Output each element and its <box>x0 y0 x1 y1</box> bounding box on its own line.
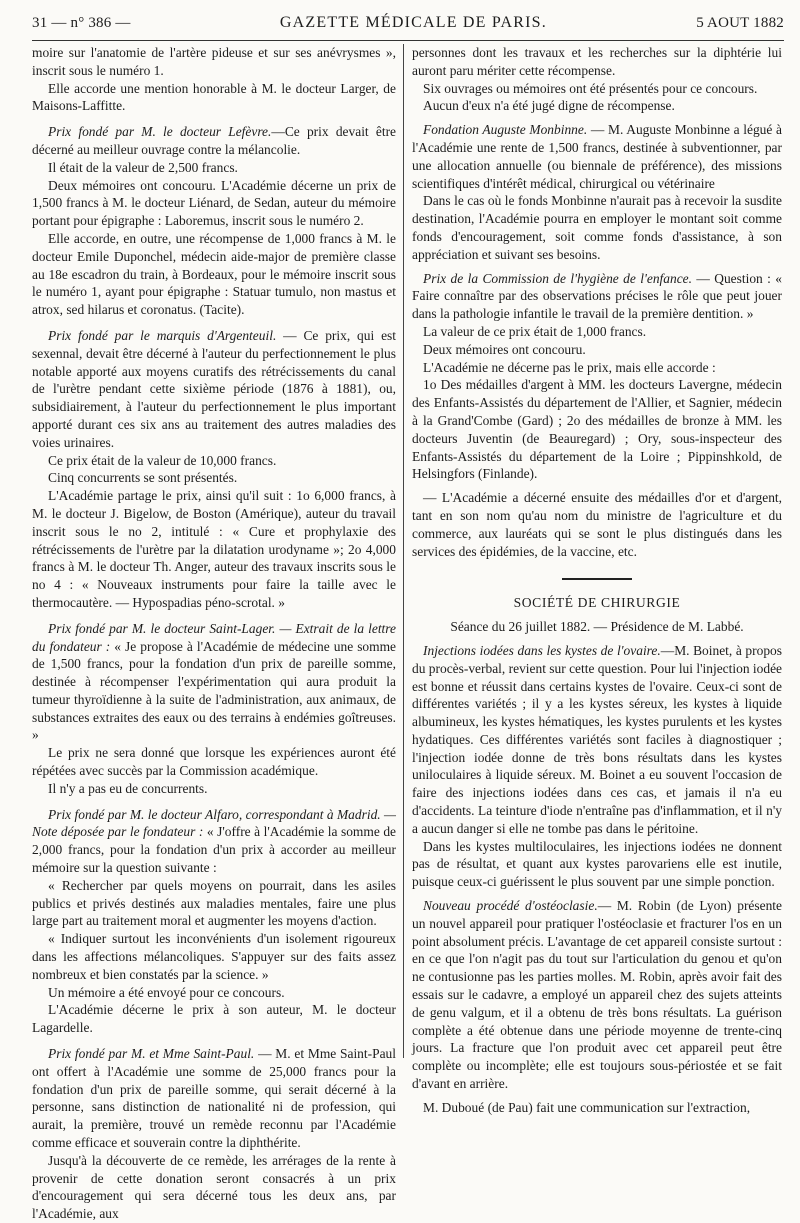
paragraph: Dans les kystes multiloculaires, les injections iodées ne donnent pas de résultat, et quant aux kystes parovariens elle est inutile, puisque ceux-ci guérissent le plus souvent par une simple ponction. <box>412 838 782 890</box>
paragraph: Dans le cas où le fonds Monbinne n'aurait pas à recevoir la susdite destination, l'Académie pourra en employer le montant soit comme fonds d'encouragement, soit comme fonds d'assistance, à son appréciation et suivant ses besoins. <box>412 193 782 262</box>
paragraph: Deux mémoires ont concouru. L'Académie décerne un prix de 1,500 francs à M. le docteur Liénard, de Sedan, auteur du mémoire portant pour épigraphe : Laboremus, inscrit sous le numéro 2. <box>32 177 396 229</box>
section-lead: Nouveau procédé d'ostéoclasie. <box>423 898 598 914</box>
section-lead: Injections iodées dans les kystes de l'ovaire. <box>423 642 661 658</box>
paragraph: personnes dont les travaux et les recherches sur la diphtérie lui auront paru mériter cette récompense. <box>412 45 782 78</box>
section-lead: Fondation Auguste Monbinne. <box>423 122 588 138</box>
journal-title: GAZETTE MÉDICALE DE PARIS. <box>279 14 547 31</box>
paragraph: Cinq concurrents se sont présentés. <box>48 470 238 486</box>
paragraph: Prix fondé par le marquis d'Argenteuil. — Ce prix, qui est sexennal, devait être décerné à l'auteur du perfectionnement le plus notable apporté aux moyens curatifs des rétrécissements du canal de l'urètre pendant cette sixième période (1876 à 1881), ou, subsidiairement, à l'auteur du perfectionnement le plus important apporté durant ces six ans au traitement des autres maladies des voies urinaires. <box>32 327 396 450</box>
section-rule <box>562 578 632 580</box>
paragraph: L'Académie ne décerne pas le prix, mais elle accorde : <box>423 359 716 375</box>
paragraph: Jusqu'à la découverte de ce remède, les arrérages de la rente à provenir de cette donation seront consacrés à un prix d'encouragement qui sera décerné tous les deux ans, par l'Académie, aux <box>32 1152 396 1222</box>
paragraph: Elle accorde une mention honorable à M. le docteur Larger, de Maisons-Laffitte. <box>32 80 396 114</box>
left-column <box>32 44 397 1222</box>
paragraph: Le prix ne sera donné que lorsque les expériences auront été répétées avec succès par la Commission académique. <box>32 745 396 779</box>
paragraph: M. Duboué (de Pau) fait une communication sur l'extraction, <box>423 1099 751 1115</box>
column-divider <box>403 44 404 1058</box>
section-lead: Prix fondé par le marquis d'Argenteuil. <box>48 327 277 343</box>
society-title: SOCIÉTÉ DE CHIRURGIE <box>513 595 681 611</box>
paragraph: Prix fondé par M. le docteur Lefèvre.—Ce prix devait être décerné au meilleur ouvrage contre la mélancolie. <box>32 124 397 157</box>
paragraph: moire sur l'anatomie de l'artère pideuse et sur ses anévrysmes », inscrit sous le numéro 1. <box>32 45 396 78</box>
section-lead: Prix fondé par M. et Mme Saint-Paul. <box>48 1046 255 1062</box>
paragraph: Six ouvrages ou mémoires ont été présentés pour ce concours. <box>423 80 758 96</box>
paragraph: Nouveau procédé d'ostéoclasie.— M. Robin (de Lyon) présente un nouvel appareil pour pratiquer l'ostéoclasie et fracturer l'os en un point absolument précis. L'avantage de cet appareil consiste surtout : en ce que l'on n'agit pas du tout sur l'articulation du genou et qu'on ne contusionne pas les parties molles. M. Robin, après avoir fait des essais sur le cadavre, a employé un appareil chez des sujets atteints de genu valgum, et il a obtenu de très bons résultats. La guérison complète a été obtenue dans une période moyenne de trente-cinq jours. La fracture que l'on produit avec cet appareil peut être complète ou incomplète; elle est toujours sous-périostée et se fait d'avant en arrière. <box>412 898 782 1092</box>
paragraph: — L'Académie a décerné ensuite des médailles d'or et d'argent, tant en son nom qu'au nom du ministre de l'agriculture et du commerce, aux lauréats qui se sont le plus distingués dans les services des épidémies, de la vaccine, etc. <box>412 490 782 559</box>
paragraph: Deux mémoires ont concouru. <box>423 341 586 357</box>
section-lead: Prix fondé par M. le docteur Lefèvre. <box>48 124 272 140</box>
paragraph: Prix fondé par M. le docteur Alfaro, correspondant à Madrid. — Note déposée par le fondateur : « J'offre à l'Académie la somme de 2,000 francs, pour la fondation d'un prix à accorder au meilleur mémoire sur la question suivante : <box>32 806 396 876</box>
paragraph: Il était de la valeur de 2,500 francs. <box>48 159 238 175</box>
paragraph: « Rechercher par quels moyens on pourrait, dans les asiles publics et privés destinés aux maladies mentales, faire une plus large part au traitement moral et augmenter les moyens d'action. <box>32 877 396 929</box>
section-lead: Prix fondé par M. le docteur Alfaro, correspondant à Madrid. — Note déposée par le fondateur : <box>32 806 396 840</box>
paragraph: « Indiquer surtout les inconvénients d'un isolement rigoureux dans les affections mélancoliques. S'appuyer sur des faits assez nombreux et bien constatés par la science. » <box>32 931 396 982</box>
paragraph: Injections iodées dans les kystes de l'ovaire.—M. Boinet, à propos du procès-verbal, revient sur cette question. Pour lui l'injection iodée est bonne et réussit dans certains kystes de l'ovaire. Ceux-ci sont de différentes variétés ; il y a les kystes séreux, les kystes à liquide albumineux, les kystes hématiques, les kystes purulents et les kystes hydatiques. Ces différentes variétés sont faciles à diagnostiquer ; l'injection iodée donne de très bons résultats dans les kystes uniloculaires à liquide séreux. M. Boinet a eu souvent l'occasion de faire des injections iodées dans ces cas, et jamais il n'a eu d'accidents. La teinture d'iode n'entraîne pas d'inflammation, et il n'y a aucun danger si elle ne tombe pas dans le péritoine. <box>412 642 782 836</box>
paragraph: Il n'y a pas eu de concurrents. <box>48 780 208 796</box>
paragraph: 1o Des médailles d'argent à MM. les docteurs Lavergne, médecin des Enfants-Assistés du département de l'Allier, et Sagnier, médecin à la Grand'Combe (Gard) ; 2o des médailles de bronze à MM. les docteurs Juventin (de Beauregard) ; Ory, sous-inspecteur des Enfants-Assistés du département de la Loire ; Pippinshkold, de Helsingfors (Finlande). <box>412 377 782 482</box>
paragraph: Elle accorde, en outre, une récompense de 1,000 francs à M. le docteur Emile Duponchel, médecin aide-major de première classe au 18e escadron du train, à Bordeaux, pour le mémoire inscrit sous le numéro 1, ayant pour épigraphe : Statuar tumulo, non mastus et atrox, sed hilarus et coronatus. (Tacite). <box>32 230 396 318</box>
paragraph: L'Académie décerne le prix à son auteur, M. le docteur Lagardelle. <box>32 1002 396 1036</box>
paragraph: Aucun d'eux n'a été jugé digne de récompense. <box>423 98 675 114</box>
paragraph: La valeur de ce prix était de 1,000 francs. <box>423 323 647 339</box>
paragraph: Ce prix était de la valeur de 10,000 francs. <box>48 452 277 468</box>
right-column <box>412 44 783 1115</box>
session-line: Séance du 26 juillet 1882. — Présidence de M. Labbé. <box>450 619 744 635</box>
page-number: 31 — n° 386 — <box>32 15 131 31</box>
paragraph: Prix fondé par M. et Mme Saint-Paul. — M. et Mme Saint-Paul ont offert à l'Académie une somme de 25,000 francs pour la fondation d'un prix de pareille somme, qui serait décerné à la personne, sans distinction de nationalité ni de profession, qui aurait, la première, trouvé un remède reconnu par l'Académie comme efficace et souverain contre la diphthérite. <box>32 1046 396 1151</box>
paragraph: L'Académie partage le prix, ainsi qu'il suit : 1o 6,000 francs, à M. le docteur J. Bigelow, de Boston (Amérique), auteur du travail inscrit sous le no 2, intitulé : « Cure et prophylaxie des rétrécissements de l'urètre par la dilatation urodyname »; 2o 4,000 francs à M. le docteur Th. Anger, auteur des travaux inscrits sous le no 4 : « Nouveaux instruments pour faire la taille avec le thermocautère. — Hypospadias péno-scrotal. » <box>32 488 396 610</box>
paragraph: Fondation Auguste Monbinne. — M. Auguste Monbinne a légué à l'Académie une rente de 1,500 francs, destinée à subventionner, par une allocation annuelle (ou biennale de préférence), des missions scientifiques d'intérêt médical, chirurgical ou vétérinaire <box>412 122 782 191</box>
paragraph: Prix de la Commission de l'hygiène de l'enfance. — Question : « Faire connaître par des observations précises le rôle que peut jouer dans la pathologie infantile le travail de la première dentition. » <box>412 270 783 322</box>
issue-date: 5 AOUT 1882 <box>696 15 784 31</box>
paragraph: Prix fondé par M. le docteur Saint-Lager. — Extrait de la lettre du fondateur : « Je propose à l'Académie de médecine une somme de 1,500 francs, pour la fondation d'un prix de pareille somme, destinée à récompenser l'expérimentation qui aura produit la tumeur thyroïdienne à la suite de l'administration, aux animaux, de substances extraites des eaux ou des terrains à endémies goîtreuses. » <box>32 620 397 743</box>
section-lead: Prix fondé par M. le docteur Saint-Lager. — Extrait de la lettre du fondateur : <box>32 620 396 654</box>
section-lead: Prix de la Commission de l'hygiène de l'enfance. <box>423 270 692 286</box>
page-header <box>32 14 784 36</box>
paragraph: Un mémoire a été envoyé pour ce concours. <box>48 984 285 1000</box>
header-rule <box>32 40 784 41</box>
